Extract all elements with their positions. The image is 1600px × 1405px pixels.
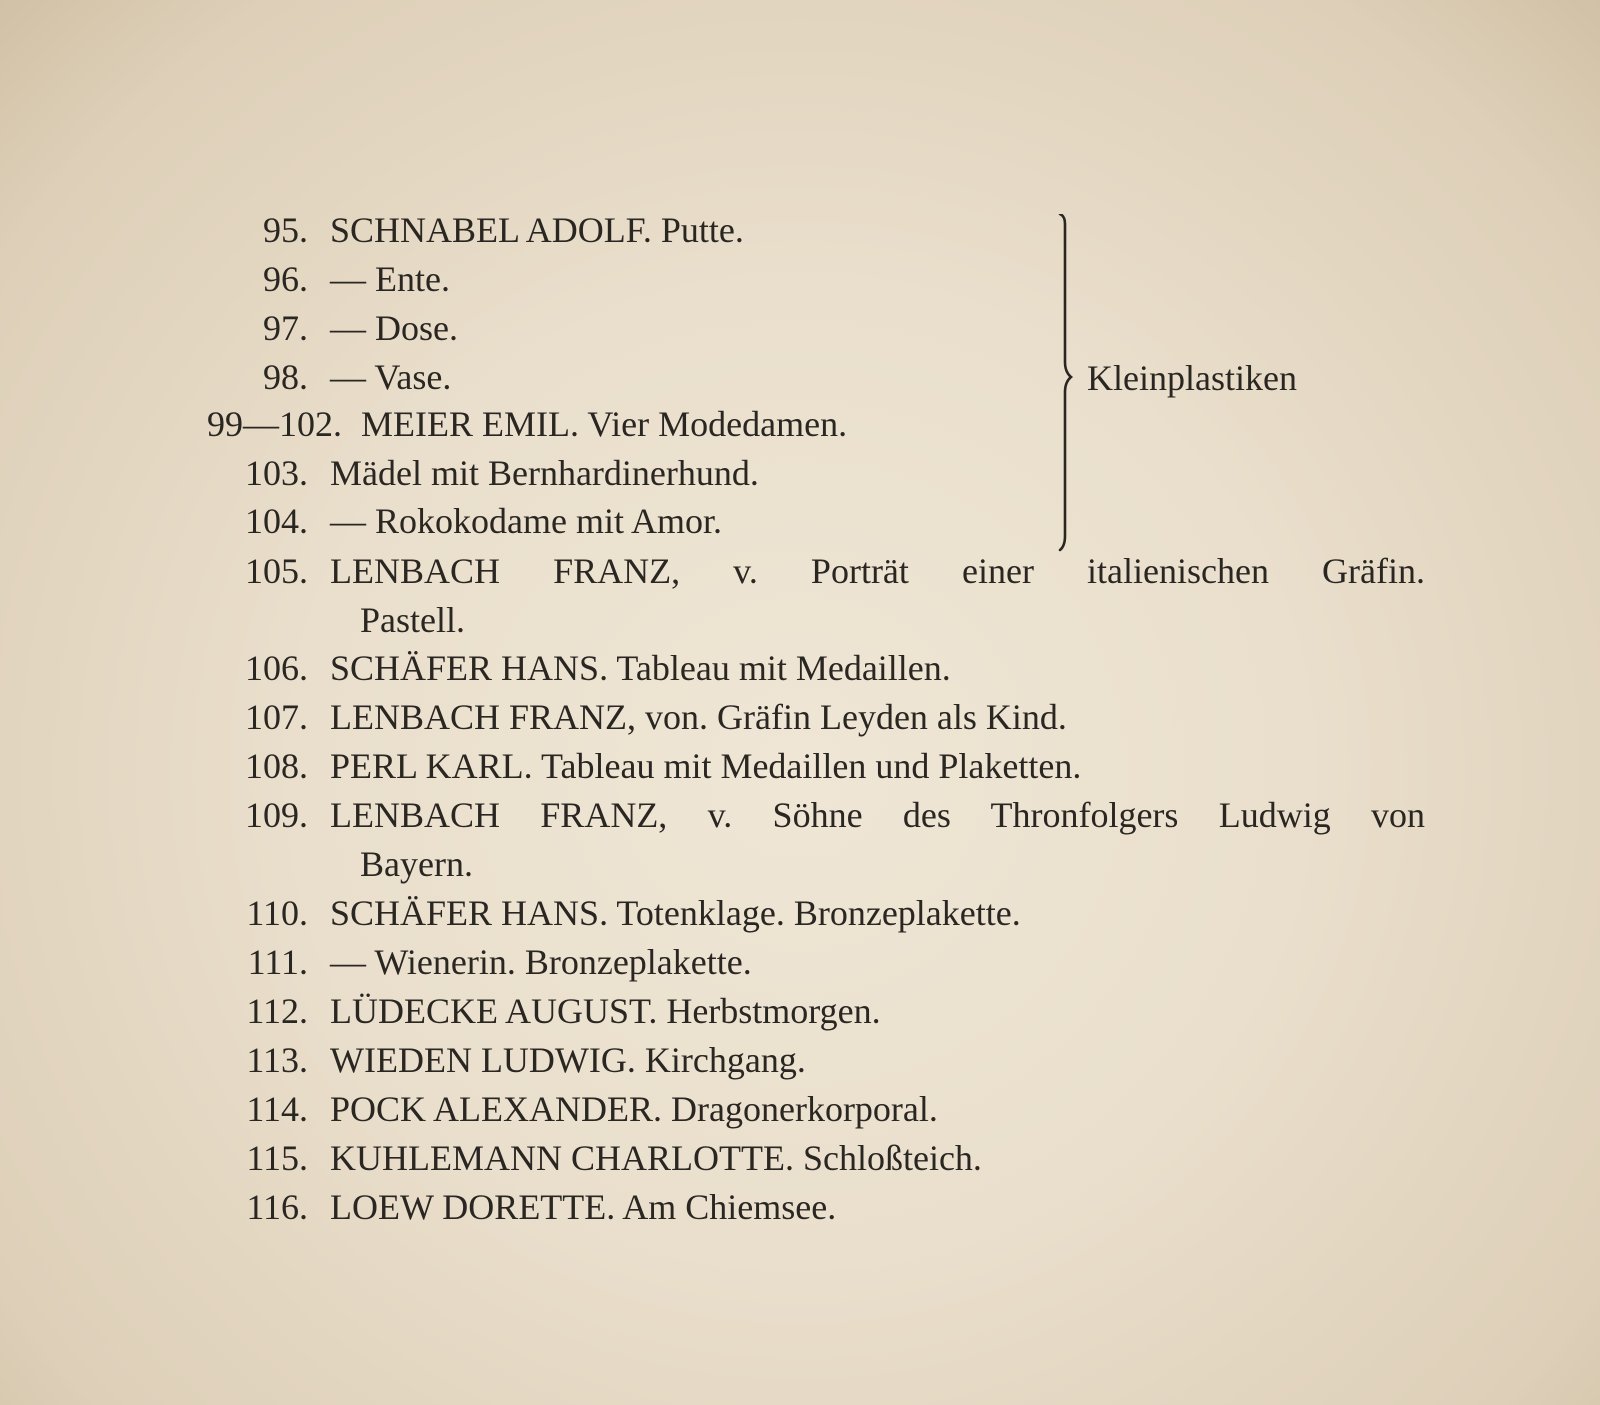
entry-text: MEIER EMIL. Vier Modedamen. — [361, 404, 848, 444]
entry-number: 115. — [246, 1138, 308, 1178]
catalog-entry-105 — [0, 551, 1600, 641]
entry-text: — Vase. — [330, 357, 452, 397]
entry-text: — Dose. — [330, 308, 458, 348]
entry-text: SCHÄFER HANS. Tableau mit Medaillen. — [330, 648, 951, 688]
entry-text: WIEDEN LUDWIG. Kirchgang. — [330, 1040, 806, 1080]
entry-number: 113. — [246, 1040, 308, 1080]
entry-number: 114. — [246, 1089, 308, 1129]
entry-text: LÜDECKE AUGUST. Herbstmorgen. — [330, 991, 881, 1031]
entry-text: LENBACH FRANZ, v. Porträt einer italienischen Gräfin. — [330, 551, 1425, 591]
entry-text: SCHNABEL ADOLF. Putte. — [330, 210, 744, 250]
entry-text: — Wienerin. Bronzeplakette. — [330, 942, 752, 982]
entry-number: 103. — [245, 453, 308, 493]
entry-number: 104. — [245, 501, 308, 541]
entry-number: 105. — [245, 551, 308, 591]
entry-number: 98. — [263, 357, 308, 397]
catalog-entry-109 — [0, 795, 1600, 885]
entry-number: 110. — [246, 893, 308, 933]
curly-brace-right-icon — [1054, 214, 1080, 552]
entry-number: 111. — [247, 942, 308, 982]
entry-number: 109. — [245, 795, 308, 835]
entry-text: POCK ALEXANDER. Dragonerkorporal. — [330, 1089, 938, 1129]
entry-text: — Ente. — [330, 259, 450, 299]
entry-text-continuation: Pastell. — [360, 600, 465, 640]
entry-number: 99—102. — [207, 404, 342, 444]
entry-text: LENBACH FRANZ, von. Gräfin Leyden als Kind. — [330, 697, 1067, 737]
entry-text: PERL KARL. Tableau mit Medaillen und Plaketten. — [330, 746, 1082, 786]
entry-text: SCHÄFER HANS. Totenklage. Bronzeplakette. — [330, 893, 1021, 933]
entry-number: 108. — [245, 746, 308, 786]
entry-text-continuation: Bayern. — [360, 844, 473, 884]
entry-number: 97. — [263, 308, 308, 348]
entry-text: — Rokokodame mit Amor. — [330, 501, 722, 541]
entry-text: KUHLEMANN CHARLOTTE. Schloßteich. — [330, 1138, 982, 1178]
entry-number: 95. — [263, 210, 308, 250]
group-label: Kleinplastiken — [1087, 358, 1297, 398]
entry-text: LOEW DORETTE. Am Chiemsee. — [330, 1187, 837, 1227]
entry-text: Mädel mit Bernhardinerhund. — [330, 453, 759, 493]
entry-number: 107. — [245, 697, 308, 737]
entry-number: 116. — [246, 1187, 308, 1227]
entry-number: 112. — [246, 991, 308, 1031]
entry-text: LENBACH FRANZ, v. Söhne des Thronfolgers Ludwig von — [330, 795, 1425, 835]
entry-number: 96. — [263, 259, 308, 299]
entry-number: 106. — [245, 648, 308, 688]
